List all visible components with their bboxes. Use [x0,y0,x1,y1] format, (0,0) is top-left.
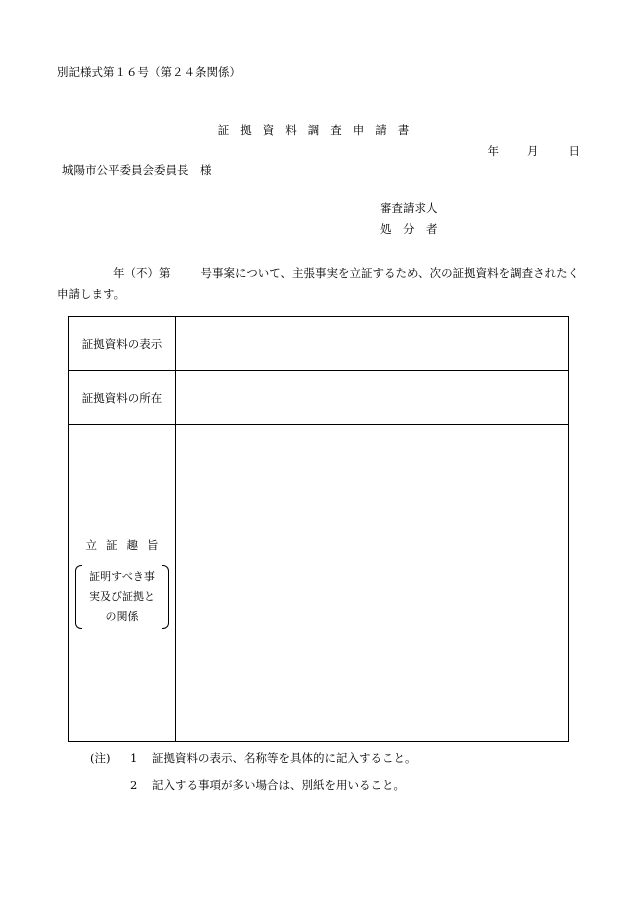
date-row [488,146,581,158]
proof-purpose-label-cell [69,425,176,742]
note-number: 2 [130,778,138,792]
note-label: (注) [90,751,111,765]
date-year: 年 [487,144,499,158]
evidence-display-label: 証拠資料の表示 [69,317,176,371]
sublabel-line: の関係 [105,610,139,623]
note-item-1 [90,753,417,765]
note-item-2 [90,780,405,792]
form-reference: 別記様式第１６号（第２４条関係） [57,65,241,79]
note-number: 1 [130,751,138,765]
document-title: 証拠資料調査申請書 [217,123,421,137]
table-row [69,371,569,425]
addressee: 城陽市公平委員会委員長 様 [62,163,212,177]
body-text-part1: 年（不）第 [113,266,171,280]
table-row [69,425,569,742]
body-text-part2: 号事案について、主張事実を立証するため、次の証拠資料を調査されたく申請します。 [57,266,580,301]
evidence-location-field[interactable] [176,371,569,425]
table-row [69,317,569,371]
date-day: 日 [568,144,580,158]
requester-label-2: 処 分 者 [380,222,438,236]
evidence-table [68,316,569,742]
evidence-location-label: 証拠資料の所在 [69,371,176,425]
date-month: 月 [527,144,539,158]
sublabel-line: 実及び証拠と [89,590,155,603]
note-text: 証拠資料の表示、名称等を具体的に記入すること。 [152,751,417,765]
proof-purpose-sublabel [75,565,169,629]
proof-purpose-label: 立証趣旨 [85,538,168,552]
requester-label-1: 審査請求人 [380,201,438,215]
sublabel-line: 証明すべき事 [89,570,155,583]
note-text: 記入する事項が多い場合は、別紙を用いること。 [152,778,405,792]
proof-purpose-field[interactable] [176,425,569,742]
body-paragraph [57,263,587,305]
evidence-display-field[interactable] [176,317,569,371]
